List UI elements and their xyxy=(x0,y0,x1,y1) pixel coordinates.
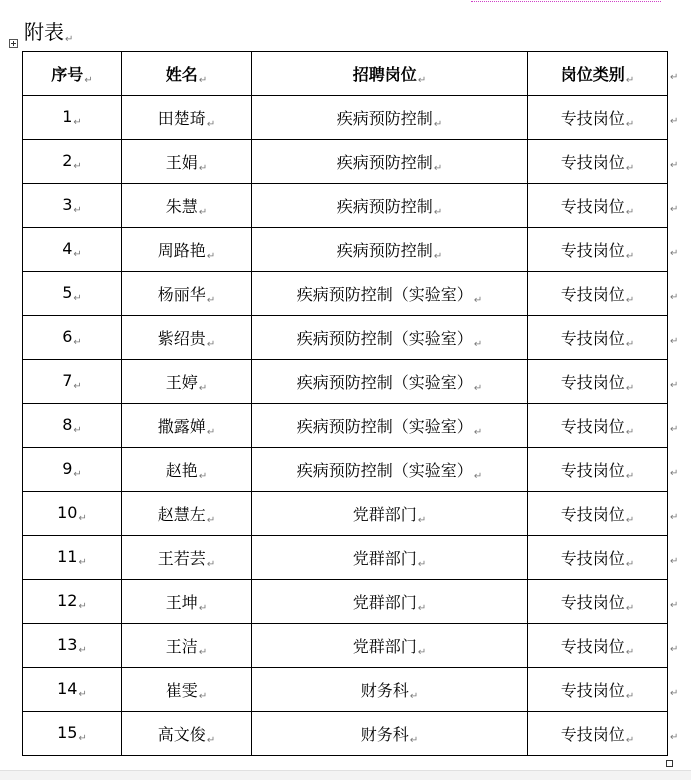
cell-name[interactable]: 杨丽华↵ xyxy=(122,272,252,316)
row-end-mark: ↵ xyxy=(670,248,679,259)
table-row xyxy=(23,492,668,536)
cell-category[interactable]: 专技岗位↵ xyxy=(528,228,668,272)
row-end-mark: ↵ xyxy=(670,732,679,743)
cell-category[interactable]: 专技岗位↵ xyxy=(528,536,668,580)
table-row xyxy=(23,184,668,228)
cell-name[interactable]: 王洁↵ xyxy=(122,624,252,668)
header-index: 序号↵ xyxy=(23,52,122,96)
cell-name[interactable]: 赵艳↵ xyxy=(122,448,252,492)
table-row xyxy=(23,404,668,448)
cell-position[interactable]: 疾病预防控制↵ xyxy=(252,140,528,184)
table-resize-handle-icon[interactable] xyxy=(666,760,673,767)
cell-name[interactable]: 赵慧左↵ xyxy=(122,492,252,536)
cell-index[interactable]: 13↵ xyxy=(23,624,122,668)
table-row xyxy=(23,272,668,316)
cell-category[interactable]: 专技岗位↵ xyxy=(528,492,668,536)
cell-index[interactable]: 3↵ xyxy=(23,184,122,228)
row-end-mark: ↵ xyxy=(670,424,679,435)
cell-category[interactable]: 专技岗位↵ xyxy=(528,668,668,712)
row-end-mark: ↵ xyxy=(670,204,679,215)
cell-position[interactable]: 党群部门↵ xyxy=(252,492,528,536)
table-row xyxy=(23,624,668,668)
cell-position[interactable]: 疾病预防控制（实验室）↵ xyxy=(252,404,528,448)
cell-category[interactable]: 专技岗位↵ xyxy=(528,360,668,404)
cell-index[interactable]: 7↵ xyxy=(23,360,122,404)
document-title-text: 附表 xyxy=(24,20,64,44)
cell-position[interactable]: 党群部门↵ xyxy=(252,624,528,668)
cell-name[interactable]: 周路艳↵ xyxy=(122,228,252,272)
row-end-mark: ↵ xyxy=(670,336,679,347)
cell-position[interactable]: 疾病预防控制（实验室）↵ xyxy=(252,316,528,360)
cell-position[interactable]: 疾病预防控制↵ xyxy=(252,228,528,272)
cell-index[interactable]: 8↵ xyxy=(23,404,122,448)
table-row xyxy=(23,228,668,272)
cell-position[interactable]: 党群部门↵ xyxy=(252,536,528,580)
cell-index[interactable]: 4↵ xyxy=(23,228,122,272)
table-row xyxy=(23,96,668,140)
table-row xyxy=(23,668,668,712)
table-row xyxy=(23,448,668,492)
row-end-mark: ↵ xyxy=(670,468,679,479)
cell-category[interactable]: 专技岗位↵ xyxy=(528,184,668,228)
table-row xyxy=(23,712,668,756)
cell-index[interactable]: 15↵ xyxy=(23,712,122,756)
row-end-mark: ↵ xyxy=(670,116,679,127)
cell-position[interactable]: 疾病预防控制↵ xyxy=(252,96,528,140)
row-end-mark: ↵ xyxy=(670,72,679,83)
cell-category[interactable]: 专技岗位↵ xyxy=(528,404,668,448)
cell-position[interactable]: 疾病预防控制（实验室）↵ xyxy=(252,360,528,404)
cell-category[interactable]: 专技岗位↵ xyxy=(528,580,668,624)
cell-position[interactable]: 疾病预防控制（实验室）↵ xyxy=(252,272,528,316)
cell-category[interactable]: 专技岗位↵ xyxy=(528,316,668,360)
cell-name[interactable]: 撒露婵↵ xyxy=(122,404,252,448)
row-end-mark: ↵ xyxy=(670,600,679,611)
cell-name[interactable]: 王若芸↵ xyxy=(122,536,252,580)
row-end-mark: ↵ xyxy=(670,644,679,655)
cell-position[interactable]: 党群部门↵ xyxy=(252,580,528,624)
cell-category[interactable]: 专技岗位↵ xyxy=(528,624,668,668)
cell-position[interactable]: 财务科↵ xyxy=(252,668,528,712)
row-end-mark: ↵ xyxy=(670,512,679,523)
row-end-mark: ↵ xyxy=(670,688,679,699)
cell-index[interactable]: 2↵ xyxy=(23,140,122,184)
cell-category[interactable]: 专技岗位↵ xyxy=(528,448,668,492)
cell-index[interactable]: 1↵ xyxy=(23,96,122,140)
cell-index[interactable]: 11↵ xyxy=(23,536,122,580)
cell-position[interactable]: 疾病预防控制（实验室）↵ xyxy=(252,448,528,492)
cell-category[interactable]: 专技岗位↵ xyxy=(528,272,668,316)
cell-name[interactable]: 朱慧↵ xyxy=(122,184,252,228)
row-end-mark: ↵ xyxy=(670,380,679,391)
cell-name[interactable]: 王坤↵ xyxy=(122,580,252,624)
cell-category[interactable]: 专技岗位↵ xyxy=(528,712,668,756)
paragraph-mark: ↵ xyxy=(65,34,74,45)
cell-name[interactable]: 王婷↵ xyxy=(122,360,252,404)
table-row xyxy=(23,580,668,624)
cell-name[interactable]: 紫绍贵↵ xyxy=(122,316,252,360)
cell-category[interactable]: 专技岗位↵ xyxy=(528,140,668,184)
table-row xyxy=(23,360,668,404)
table-move-handle-icon[interactable] xyxy=(9,39,18,48)
row-end-mark: ↵ xyxy=(670,292,679,303)
table-body xyxy=(23,96,668,756)
cell-name[interactable]: 田楚琦↵ xyxy=(122,96,252,140)
cell-name[interactable]: 王娟↵ xyxy=(122,140,252,184)
row-end-mark: ↵ xyxy=(670,160,679,171)
table-row xyxy=(23,140,668,184)
header-category: 岗位类别↵ xyxy=(528,52,668,96)
document-title xyxy=(24,19,73,53)
row-end-mark: ↵ xyxy=(670,556,679,567)
table-row xyxy=(23,316,668,360)
cell-position[interactable]: 疾病预防控制↵ xyxy=(252,184,528,228)
cell-name[interactable]: 崔雯↵ xyxy=(122,668,252,712)
cell-position[interactable]: 财务科↵ xyxy=(252,712,528,756)
staff-table xyxy=(22,51,668,756)
page-margin-guide xyxy=(471,1,661,2)
cell-index[interactable]: 5↵ xyxy=(23,272,122,316)
header-position: 招聘岗位↵ xyxy=(252,52,528,96)
cell-index[interactable]: 12↵ xyxy=(23,580,122,624)
cell-name[interactable]: 高文俊↵ xyxy=(122,712,252,756)
header-name: 姓名↵ xyxy=(122,52,252,96)
cell-index[interactable]: 9↵ xyxy=(23,448,122,492)
table-row xyxy=(23,536,668,580)
cell-index[interactable]: 14↵ xyxy=(23,668,122,712)
cell-index[interactable]: 6↵ xyxy=(23,316,122,360)
cell-index[interactable]: 10↵ xyxy=(23,492,122,536)
table-header-row xyxy=(23,52,668,96)
cell-category[interactable]: 专技岗位↵ xyxy=(528,96,668,140)
